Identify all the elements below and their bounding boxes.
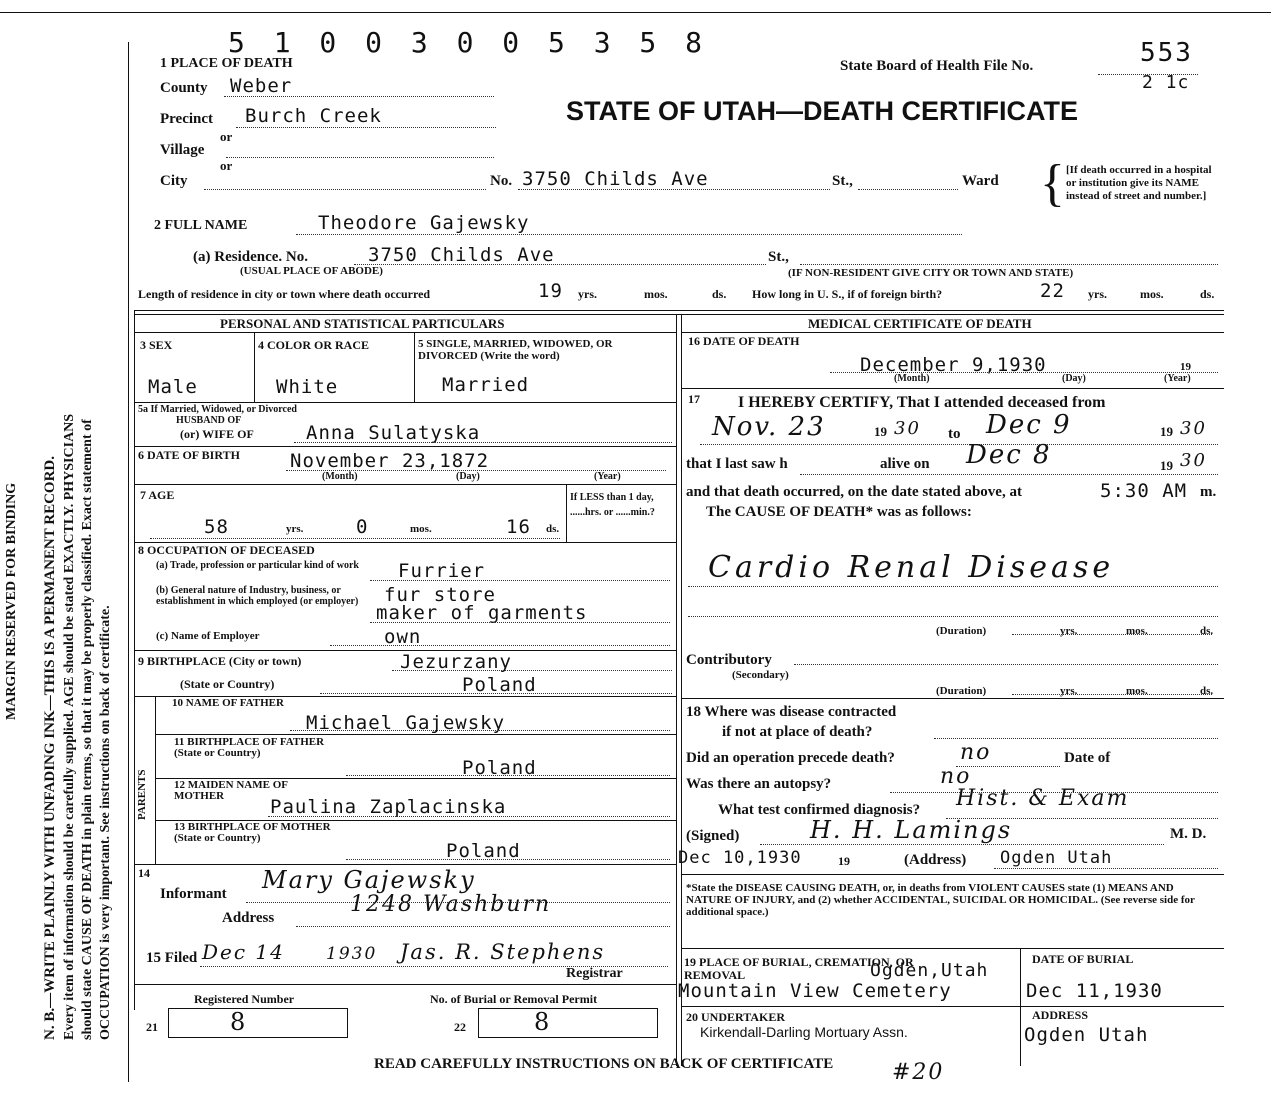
burial-address-label: ADDRESS [1032, 1008, 1089, 1022]
dotted-line [800, 264, 1218, 265]
informant-label: Informant [160, 886, 227, 902]
mother-label: 12 MAIDEN NAME OF MOTHER [174, 779, 288, 802]
row-line [134, 402, 676, 403]
mos-label: mos. [1126, 685, 1148, 697]
burial-date-label: DATE OF BURIAL [1032, 952, 1134, 966]
dotted-line [236, 127, 496, 128]
dotted-line [224, 96, 494, 97]
margin-instruction-line: Every item of information should be carefully supplied. AGE should be stated EXACTLY. PHYSICIANS [62, 413, 77, 1040]
cause-of-death: Cardio Renal Disease [708, 550, 1115, 585]
attended-to: Dec 9 [986, 410, 1072, 440]
medical-heading: MEDICAL CERTIFICATE OF DEATH [808, 316, 1032, 331]
attended-from-year: 30 [894, 418, 921, 439]
color-value: White [276, 376, 339, 398]
dotted-line [760, 844, 1164, 845]
undertaker-label: 20 UNDERTAKER [686, 1010, 786, 1024]
dotted-line [392, 670, 672, 671]
burial-permit-label: No. of Burial or Removal Permit [430, 992, 598, 1006]
personal-heading: PERSONAL AND STATISTICAL PARTICULARS [220, 316, 505, 331]
certify-text: I HEREBY CERTIFY, That I attended deceased from [738, 394, 1106, 411]
age-days: 16 [506, 516, 531, 538]
last-saw-label: that I last saw h [686, 456, 788, 472]
last-saw-date: Dec 8 [966, 440, 1052, 470]
dotted-line [830, 372, 1218, 373]
length-residence-label: Length of residence in city or town where death occurred [138, 287, 431, 301]
cell-divider [414, 332, 415, 402]
dotted-line [518, 189, 830, 190]
dotted-line [296, 926, 670, 927]
filed-label: 15 Filed [146, 950, 198, 966]
serial-number: 5 1 0 0 3 0 0 5 3 5 8 [228, 26, 709, 59]
county-value: Weber [230, 75, 293, 97]
color-label: 4 COLOR OR RACE [258, 338, 370, 352]
margin-instruction-line: N. B.—WRITE PLAINLY WITH UNFADING INK—THIS IS A PERMANENT RECORD. [42, 456, 58, 1040]
dotted-line [858, 189, 958, 190]
dotted-line [934, 738, 1218, 739]
length-residence-years: 19 [538, 280, 563, 302]
operation-value: no [960, 740, 992, 765]
year-label: (Year) [594, 471, 621, 482]
dotted-line [320, 693, 672, 694]
occupation-c-value: own [384, 626, 422, 648]
row-line [134, 484, 676, 485]
registered-number-no: 21 [146, 1020, 158, 1034]
form-left-border-inner [134, 310, 135, 1010]
cause-note: *State the DISEASE CAUSING DEATH, or, in deaths from VIOLENT CAUSES state (1) MEANS AND NATURE OF INJURY, and (2) whether ACCIDENTAL, SUICIDAL OR HOMICIDAL. (See reverse side for additional space.) [686, 882, 1195, 918]
dotted-line [330, 645, 670, 646]
less-than-day-label: If LESS than 1 day, ......hrs. or ......min.? [570, 492, 655, 518]
day-label: (Day) [456, 471, 480, 482]
column-divider [676, 314, 677, 1066]
sex-value: Male [148, 376, 198, 398]
occupation-a-value: Furrier [398, 560, 486, 582]
death-time: 5:30 AM [1100, 480, 1188, 502]
to-label: to [948, 426, 961, 442]
age-months: 0 [356, 516, 369, 538]
burial-date: Dec 11,1930 [1026, 980, 1163, 1002]
operation-label: Did an operation precede death? [686, 750, 895, 766]
section-top-border [134, 310, 1224, 311]
mos-label: mos. [1140, 287, 1164, 301]
attended-from-19: 19 [874, 424, 887, 439]
occupation-c-label: (c) Name of Employer [156, 630, 260, 642]
st-label: St., [832, 173, 853, 189]
row-line [134, 446, 676, 447]
village-label: Village [160, 142, 205, 158]
binding-margin-label: MARGIN RESERVED FOR BINDING [4, 482, 19, 720]
dotted-line [994, 868, 1218, 869]
informant-address-label: Address [222, 910, 275, 926]
yrs-label: yrs. [1060, 685, 1078, 697]
age-yrs-label: yrs. [286, 523, 304, 535]
test-label: What test confirmed diagnosis? [718, 802, 921, 818]
dotted-line [370, 580, 670, 581]
row-line [134, 864, 676, 865]
place-of-death-heading: 1 PLACE OF DEATH [160, 56, 293, 71]
last-saw-19: 19 [1160, 458, 1173, 473]
spouse-label-2: HUSBAND OF [176, 415, 242, 426]
dotted-line [354, 264, 766, 265]
full-name-value: Theodore Gajewsky [318, 212, 530, 234]
city-label: City [160, 173, 188, 189]
month-label: (Month) [322, 471, 358, 482]
dotted-line [204, 189, 486, 190]
age-years: 58 [204, 516, 229, 538]
birthplace-country-label: (State or Country) [180, 677, 275, 691]
death-month-label: (Month) [894, 373, 930, 384]
physician-address: Ogden Utah [1000, 848, 1113, 868]
dotted-line [150, 538, 560, 539]
row-line [681, 874, 1224, 875]
age-mos-label: mos. [410, 523, 432, 535]
date-19-label: 19 [1180, 361, 1191, 373]
signature-19: 19 [838, 854, 850, 868]
dotted-line [1012, 694, 1212, 695]
dob-label: 6 DATE OF BIRTH [138, 448, 240, 462]
dotted-line [294, 442, 672, 443]
dotted-line [346, 859, 670, 860]
dotted-line [688, 586, 1218, 587]
certificate-title: STATE OF UTAH—DEATH CERTIFICATE [566, 96, 1078, 126]
burial-place-label: 19 PLACE OF BURIAL, CREMATION, OR REMOVAL [684, 955, 914, 982]
burial-place: Mountain View Cemetery [678, 980, 952, 1002]
parents-label: PARENTS [136, 769, 148, 820]
us-residence-years: 22 [1040, 280, 1065, 302]
usual-abode-label: (USUAL PLACE OF ABODE) [240, 265, 383, 277]
file-number-sub: 2 1c [1142, 72, 1190, 93]
street-no-value: 3750 Childs Ave [522, 168, 709, 190]
county-label: County [160, 80, 208, 96]
section-top-border [134, 314, 1224, 315]
contributory-label: Contributory [686, 652, 772, 668]
attended-to-year: 30 [1180, 418, 1207, 439]
signature-date: Dec 10,1930 [678, 848, 802, 868]
form-top-border [0, 12, 1271, 13]
father-label: 10 NAME OF FATHER [172, 697, 284, 709]
attended-to-19: 19 [1160, 424, 1173, 439]
dotted-line [296, 234, 962, 235]
last-saw-year: 30 [1180, 450, 1207, 471]
street-no-label: No. [490, 173, 513, 189]
mos-label: mos. [644, 287, 668, 301]
dotted-line [794, 664, 1218, 665]
spouse-label-3: (or) WIFE OF [180, 427, 254, 441]
occupation-heading: 8 OCCUPATION OF DECEASED [138, 543, 315, 557]
duration-label: (Duration) [936, 685, 987, 697]
dotted-line [290, 730, 670, 731]
full-name-label: 2 FULL NAME [154, 218, 248, 233]
m-label: m. [1200, 484, 1217, 500]
marital-label: 5 SINGLE, MARRIED, WIDOWED, OR DIVORCED (Write the word) [418, 338, 613, 362]
margin-instruction-line: OCCUPATION is very important. See instructions on back of certificate. [98, 605, 113, 1040]
cell-divider [254, 332, 255, 402]
marital-value: Married [442, 374, 530, 396]
instructions-footer: READ CAREFULLY INSTRUCTIONS ON BACK OF CERTIFICATE [374, 1056, 834, 1072]
occupation-b-value-2: maker of garments [376, 602, 588, 624]
mother-birthplace: Poland [446, 840, 521, 862]
registered-number: 8 [230, 1008, 248, 1036]
informant-address: 1248 Washburn [350, 892, 552, 917]
mother-birthplace-label: 13 BIRTHPLACE OF MOTHER (State or Country) [174, 821, 331, 844]
autopsy-value: no [940, 764, 972, 789]
signed-label: (Signed) [686, 828, 740, 844]
death-occurred-label: and that death occurred, on the date stated above, at [686, 484, 1022, 500]
residence-st-label: St., [768, 249, 789, 265]
spouse-label-1: 5a If Married, Widowed, or Divorced [138, 404, 297, 415]
row-line [681, 1006, 1224, 1007]
us-residence-label: How long in U. S., if of foreign birth? [752, 287, 943, 301]
father-birthplace-label: 11 BIRTHPLACE OF FATHER (State or Country) [174, 736, 325, 759]
burial-place-city: Ogden,Utah [870, 960, 989, 981]
hospital-brace: { [1040, 155, 1065, 212]
dotted-line [688, 616, 1218, 617]
row-line [134, 332, 676, 333]
ds-label: ds. [712, 287, 727, 301]
yrs-label: yrs. [1060, 625, 1078, 637]
column-divider [681, 314, 682, 1066]
birthplace-country: Poland [462, 674, 537, 696]
form-left-border [128, 42, 129, 1082]
dotted-line [226, 157, 494, 158]
or-label: or [220, 129, 233, 144]
registrar-label: Registrar [566, 966, 623, 981]
cell-divider [1020, 948, 1021, 1066]
attended-from: Nov. 23 [712, 412, 826, 442]
q18b-label: if not at place of death? [722, 724, 873, 740]
dotted-line [346, 775, 670, 776]
birthplace-city: Jezurzany [400, 651, 512, 673]
md-label: M. D. [1170, 826, 1207, 842]
row-line [155, 734, 676, 735]
burial-permit: 8 [534, 1008, 552, 1036]
father-value: Michael Gajewsky [306, 712, 506, 734]
cause-label: The CAUSE OF DEATH* was as follows: [706, 504, 972, 520]
yrs-label: yrs. [578, 287, 597, 301]
occupation-b-value-1: fur store [384, 584, 496, 606]
row-line [134, 984, 676, 985]
date-of-label: Date of [1064, 750, 1111, 766]
filed-date: Dec 14 [202, 940, 285, 964]
row-line [681, 332, 1224, 333]
dotted-line [268, 816, 670, 817]
registrar-signature: Jas. R. Stephens [400, 940, 606, 964]
date-of-death-label: 16 DATE OF DEATH [688, 334, 800, 348]
burial-address: Ogden Utah [1024, 1024, 1149, 1046]
filed-year: 1930 [326, 944, 378, 964]
dotted-line [700, 444, 1218, 445]
certify-number: 17 [688, 392, 700, 406]
physician-signature: H. H. Lamings [810, 816, 1013, 844]
parents-divider [155, 696, 156, 864]
undertaker-value: Kirkendall-Darling Mortuary Assn. [700, 1024, 908, 1040]
occupation-a-label: (a) Trade, profession or particular kind of work [156, 560, 359, 571]
physician-address-label: (Address) [904, 852, 967, 868]
ds-label: ds. [1200, 287, 1215, 301]
secondary-label: (Secondary) [732, 669, 789, 681]
yrs-label: yrs. [1088, 287, 1107, 301]
alive-on-label: alive on [880, 456, 930, 472]
q18-label: 18 Where was disease contracted [686, 704, 897, 720]
dotted-line [370, 622, 670, 623]
row-line [681, 698, 1224, 699]
file-number-label: State Board of Health File No. [840, 58, 1034, 74]
death-year-label: (Year) [1164, 373, 1191, 384]
occupation-b-label: (b) General nature of Industry, business, or establishment in which employed (or employer) [156, 585, 359, 607]
sex-label: 3 SEX [140, 338, 173, 352]
dotted-line [800, 474, 1218, 475]
informant-signature: Mary Gajewsky [262, 866, 476, 894]
informant-number: 14 [138, 866, 150, 880]
dotted-line [956, 766, 1060, 767]
non-resident-label: (IF NON-RESIDENT GIVE CITY OR TOWN AND STATE) [788, 267, 1074, 279]
residence-label: (a) Residence. No. [193, 249, 308, 265]
burial-permit-no: 22 [454, 1020, 466, 1034]
spouse-value: Anna Sulatyska [306, 422, 481, 444]
autopsy-label: Was there an autopsy? [686, 776, 832, 792]
death-day-label: (Day) [1062, 373, 1086, 384]
age-ds-label: ds. [546, 523, 560, 535]
registered-number-label: Registered Number [194, 992, 295, 1006]
hospital-note: [If death occurred in a hospital or institution give its NAME instead of street and number.] [1066, 164, 1212, 202]
ds-label: ds. [1200, 685, 1214, 697]
birthplace-label: 9 BIRTHPLACE (City or town) [138, 654, 302, 668]
row-line [681, 948, 1224, 949]
cell-divider [566, 484, 567, 542]
precinct-label: Precinct [160, 111, 214, 127]
footer-stamp: #20 [892, 1060, 945, 1085]
duration-label: (Duration) [936, 625, 987, 637]
date-of-death: December 9,1930 [860, 354, 1047, 376]
burial-permit-box [478, 1008, 658, 1038]
father-birthplace: Poland [462, 757, 537, 779]
dotted-line [1012, 634, 1212, 635]
age-label: 7 AGE [140, 488, 175, 502]
precinct-value: Burch Creek [245, 105, 382, 127]
test-value: Hist. & Exam [956, 786, 1130, 811]
ds-label: ds. [1200, 625, 1214, 637]
mos-label: mos. [1126, 625, 1148, 637]
or-label: or [220, 158, 233, 173]
ward-label: Ward [962, 173, 999, 189]
residence-value: 3750 Childs Ave [368, 244, 555, 266]
dob-value: November 23,1872 [290, 450, 490, 472]
registered-number-box [168, 1008, 348, 1038]
row-line [681, 388, 1224, 389]
file-number: 553 [1140, 38, 1193, 68]
mother-value: Paulina Zaplacinska [270, 796, 507, 818]
margin-instruction-line: should state CAUSE OF DEATH in plain terms, so that it may be properly classified. Exact statement of [80, 419, 95, 1040]
